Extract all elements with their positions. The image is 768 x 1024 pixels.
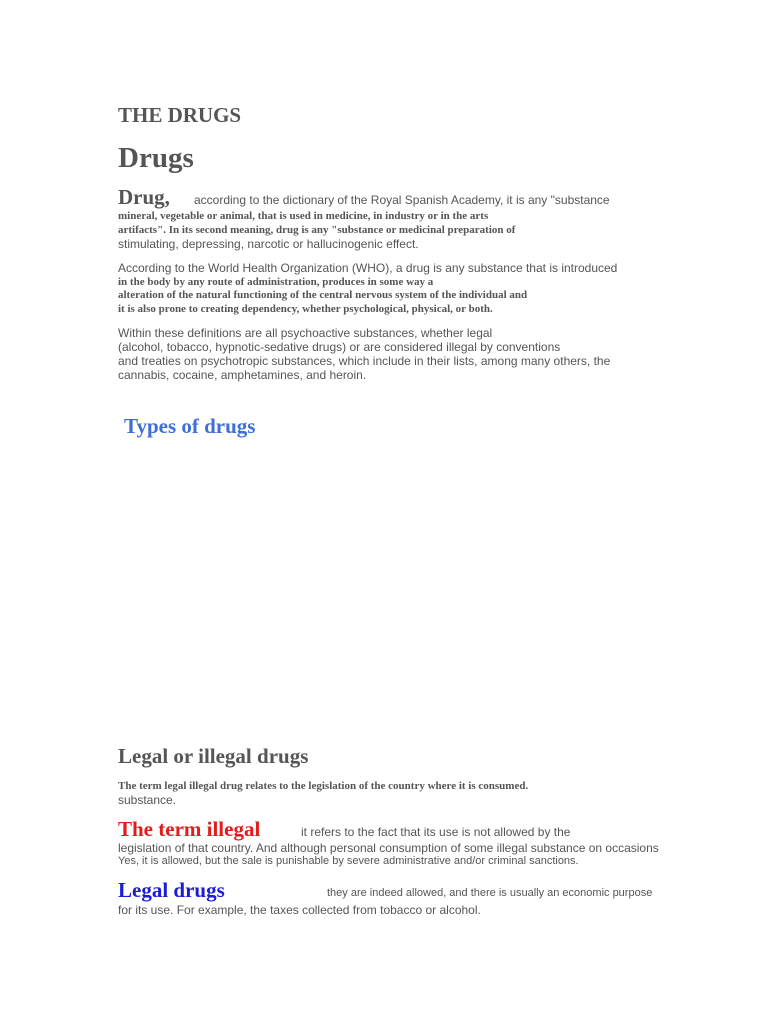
legal-drugs-line: for its use. For example, the taxes collected from tobacco or alcohol. [118,903,481,917]
legal-heading: Legal or illegal drugs [118,744,309,768]
legal-drugs-line: they are indeed allowed, and there is usually an economic purpose [327,887,653,899]
definition-line: according to the dictionary of the Royal Spanish Academy, it is any "substance [194,193,610,207]
illegal-line: Yes, it is allowed, but the sale is punishable by severe administrative and/or criminal sanctions. [118,855,579,867]
legal-intro-line: substance. [118,793,177,807]
definitions-line: Within these definitions are all psychoactive substances, whether legal [118,326,493,340]
drug-word: Drug, [118,185,170,209]
drugs-heading: Drugs [118,142,194,174]
illegal-line: legislation of that country. And although personal consumption of some illegal substance on occasions [118,841,659,855]
main-heading: THE DRUGS [118,103,242,127]
who-line: According to the World Health Organization (WHO), a drug is any substance that is introduced [118,261,618,275]
definitions-line: cannabis, cocaine, amphetamines, and heroin. [118,368,367,382]
definition-line: artifacts". In its second meaning, drug is any "substance or medicinal preparation of [118,224,516,236]
illegal-term: The term illegal [118,817,261,841]
legal-intro-line: The term legal illegal drug relates to the legislation of the country where it is consumed. [118,780,529,792]
who-line: alteration of the natural functioning of the central nervous system of the individual and [118,289,528,301]
legal-drugs-term: Legal drugs [118,878,225,902]
who-line: in the body by any route of administration, produces in some way a [118,276,434,288]
who-line: it is also prone to creating dependency, whether psychological, physical, or both. [118,303,493,315]
definition-line: mineral, vegetable or animal, that is used in medicine, in industry or in the arts [118,210,489,222]
types-heading: Types of drugs [124,414,256,438]
definition-line: stimulating, depressing, narcotic or hallucinogenic effect. [118,237,419,251]
illegal-line: it refers to the fact that its use is not allowed by the [301,825,571,839]
definitions-line: and treaties on psychotropic substances, which include in their lists, among many others, the [118,354,611,368]
definitions-line: (alcohol, tobacco, hypnotic-sedative drugs) or are considered illegal by conventions [118,340,561,354]
